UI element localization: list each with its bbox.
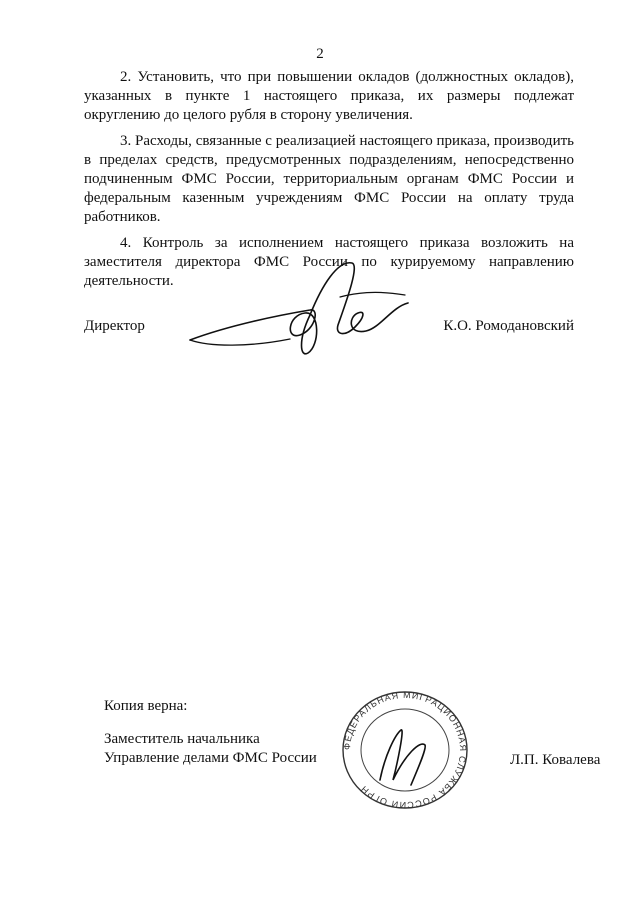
director-signature	[170, 255, 420, 365]
copy-label: Копия верна:	[104, 698, 188, 714]
official-stamp	[335, 685, 475, 815]
copy-certification	[104, 697, 317, 768]
copy-signer-name: Л.П. Ковалева	[510, 752, 601, 768]
page-number: 2	[316, 46, 324, 62]
signer-title: Директор	[84, 318, 145, 334]
copy-position-line-1: Заместитель начальника	[104, 731, 260, 747]
copy-position-line-2: Управление делами ФМС России	[104, 750, 317, 766]
paragraph-3: 3. Расходы, связанные с реализацией настоящего приказа, производить в пределах средств, предусмотренных подразделениям, непосредственно подчиненным ФМС России, территориальным органам ФМС России и федеральным казенным учреждениям ФМС России на оплату труда работников.	[84, 133, 574, 225]
paragraph-2: 2. Установить, что при повышении окладов (должностных окладов), указанных в пункте 1 настоящего приказа, их размеры подлежат округлению до целого рубля в сторону увеличения.	[84, 69, 574, 123]
paragraph-4: 4. Контроль за исполнением настоящего приказа возложить на заместителя директора ФМС России по курируемому направлению деятельности.	[84, 235, 574, 289]
signer-name: К.О. Ромодановский	[443, 318, 574, 334]
stamp-text: ФЕДЕРАЛЬНАЯ МИГРАЦИОННАЯ СЛУЖБА РОССИИ ОГРН	[341, 689, 469, 811]
